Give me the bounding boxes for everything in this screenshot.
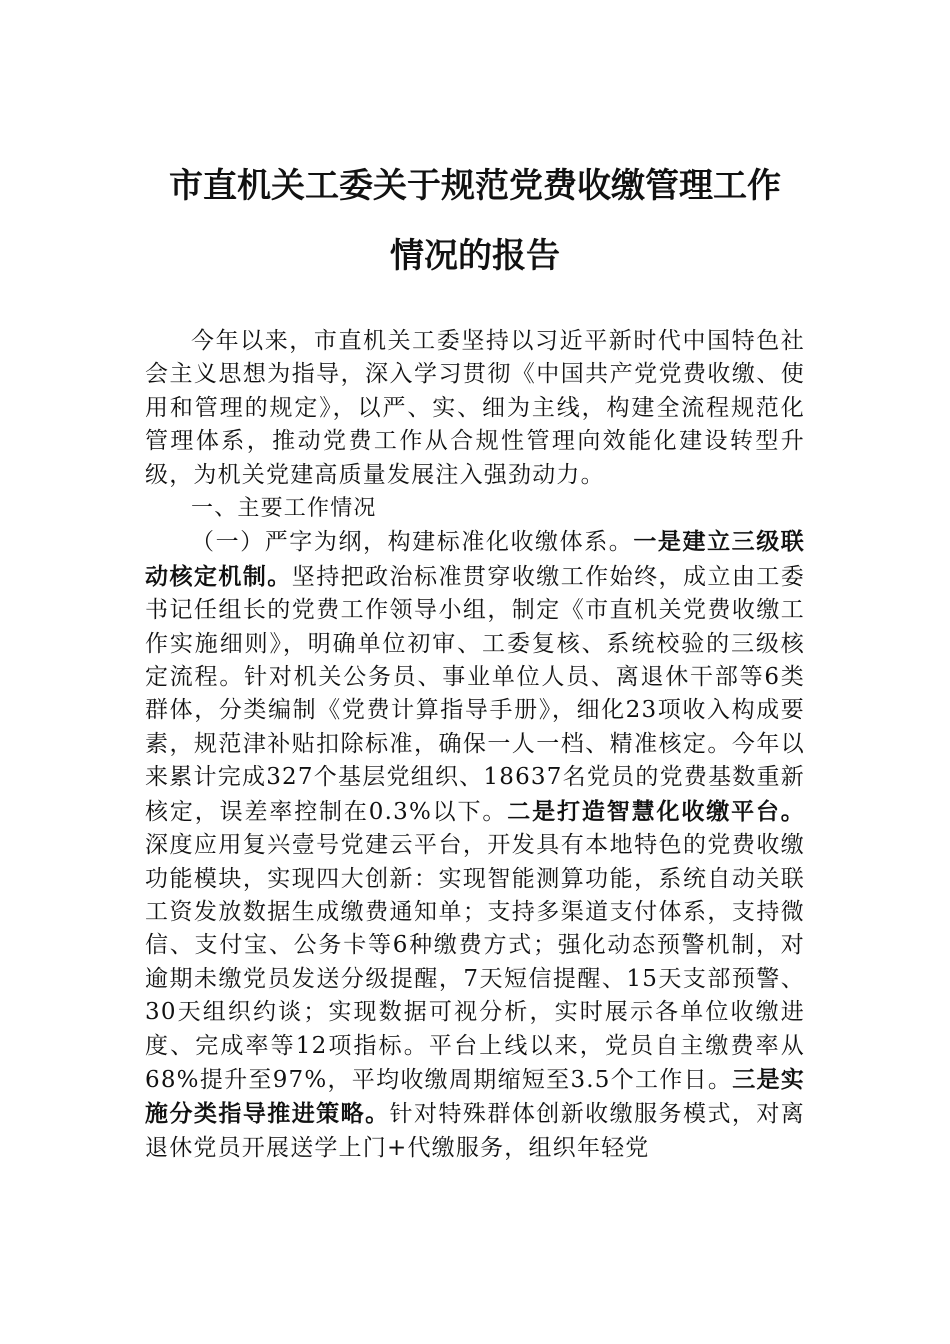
keypoint-2-text: 深度应用复兴壹号党建云平台，开发具有本地特色的党费收缴功能模块，实现四大创新：实现智能测算功能，系统自动关联工资发放数据生成缴费通知单；支持多渠道支付体系，支持微信、支付宝、公务卡等6种缴费方式；强化动态预警机制，对逾期未缴党员发送分级提醒，7天短信提醒、15天支部预警、30天组织约谈；实现数据可视分析，实时展示各单位收缴进度、完成率等12项指标。平台上线以来，党员自主缴费率从68%提升至97%，平均收缴周期缩短至3.5个工作日。 [145,832,805,1093]
keypoint-1-heading: 一是建立三级联动核定机制。 [145,528,805,590]
subsection-1-heading: （一）严字为纲，构建标准化收缴体系。 [191,529,634,556]
section-heading [145,492,805,525]
keypoint-3-text: 针对特殊群体创新收缴服务模式，对离退休党员开展送学上门+代缴服务，组织年轻党 [145,1101,806,1161]
document-body [145,325,805,1165]
keypoint-2-heading: 二是打造智慧化收缴平台。 [507,797,805,825]
keypoint-3-heading: 三是实施分类指导推进策略。 [145,1065,805,1128]
keypoint-1-text: 坚持把政治标准贯穿收缴工作始终，成立由工委书记任组长的党费工作领导小组，制定《市直机关党费收缴工作实施细则》，明确单位初审、工委复核、系统校验的三级核定流程。针对机关公务员、事业单位人员、离退休干部等6类群体，分类编制《党费计算指导手册》，细化23项收入构成要素，规范津补贴扣除标准，确保一人一档、精准核定。今年以来累计完成327个基层党组织、18637名党员的党费基数重新核定，误差率控制在0.3%以下。 [145,563,806,825]
subsection-paragraph [145,525,805,1165]
document-title-line-1: 市直机关工委关于规范党费收缴管理工作 [169,166,781,206]
document-title-line-2: 情况的报告 [390,236,560,276]
intro-paragraph: 今年以来，市直机关工委坚持以习近平新时代中国特色社会主义思想为指导，深入学习贯彻《中国共产党党费收缴、使用和管理的规定》，以严、实、细为主线，构建全流程规范化管理体系，推动党费工作从合规性管理向效能化建设转型升级，为机关党建高质量发展注入强劲动力。 [145,328,805,488]
section-1-heading: 一、主要工作情况 [191,496,377,522]
